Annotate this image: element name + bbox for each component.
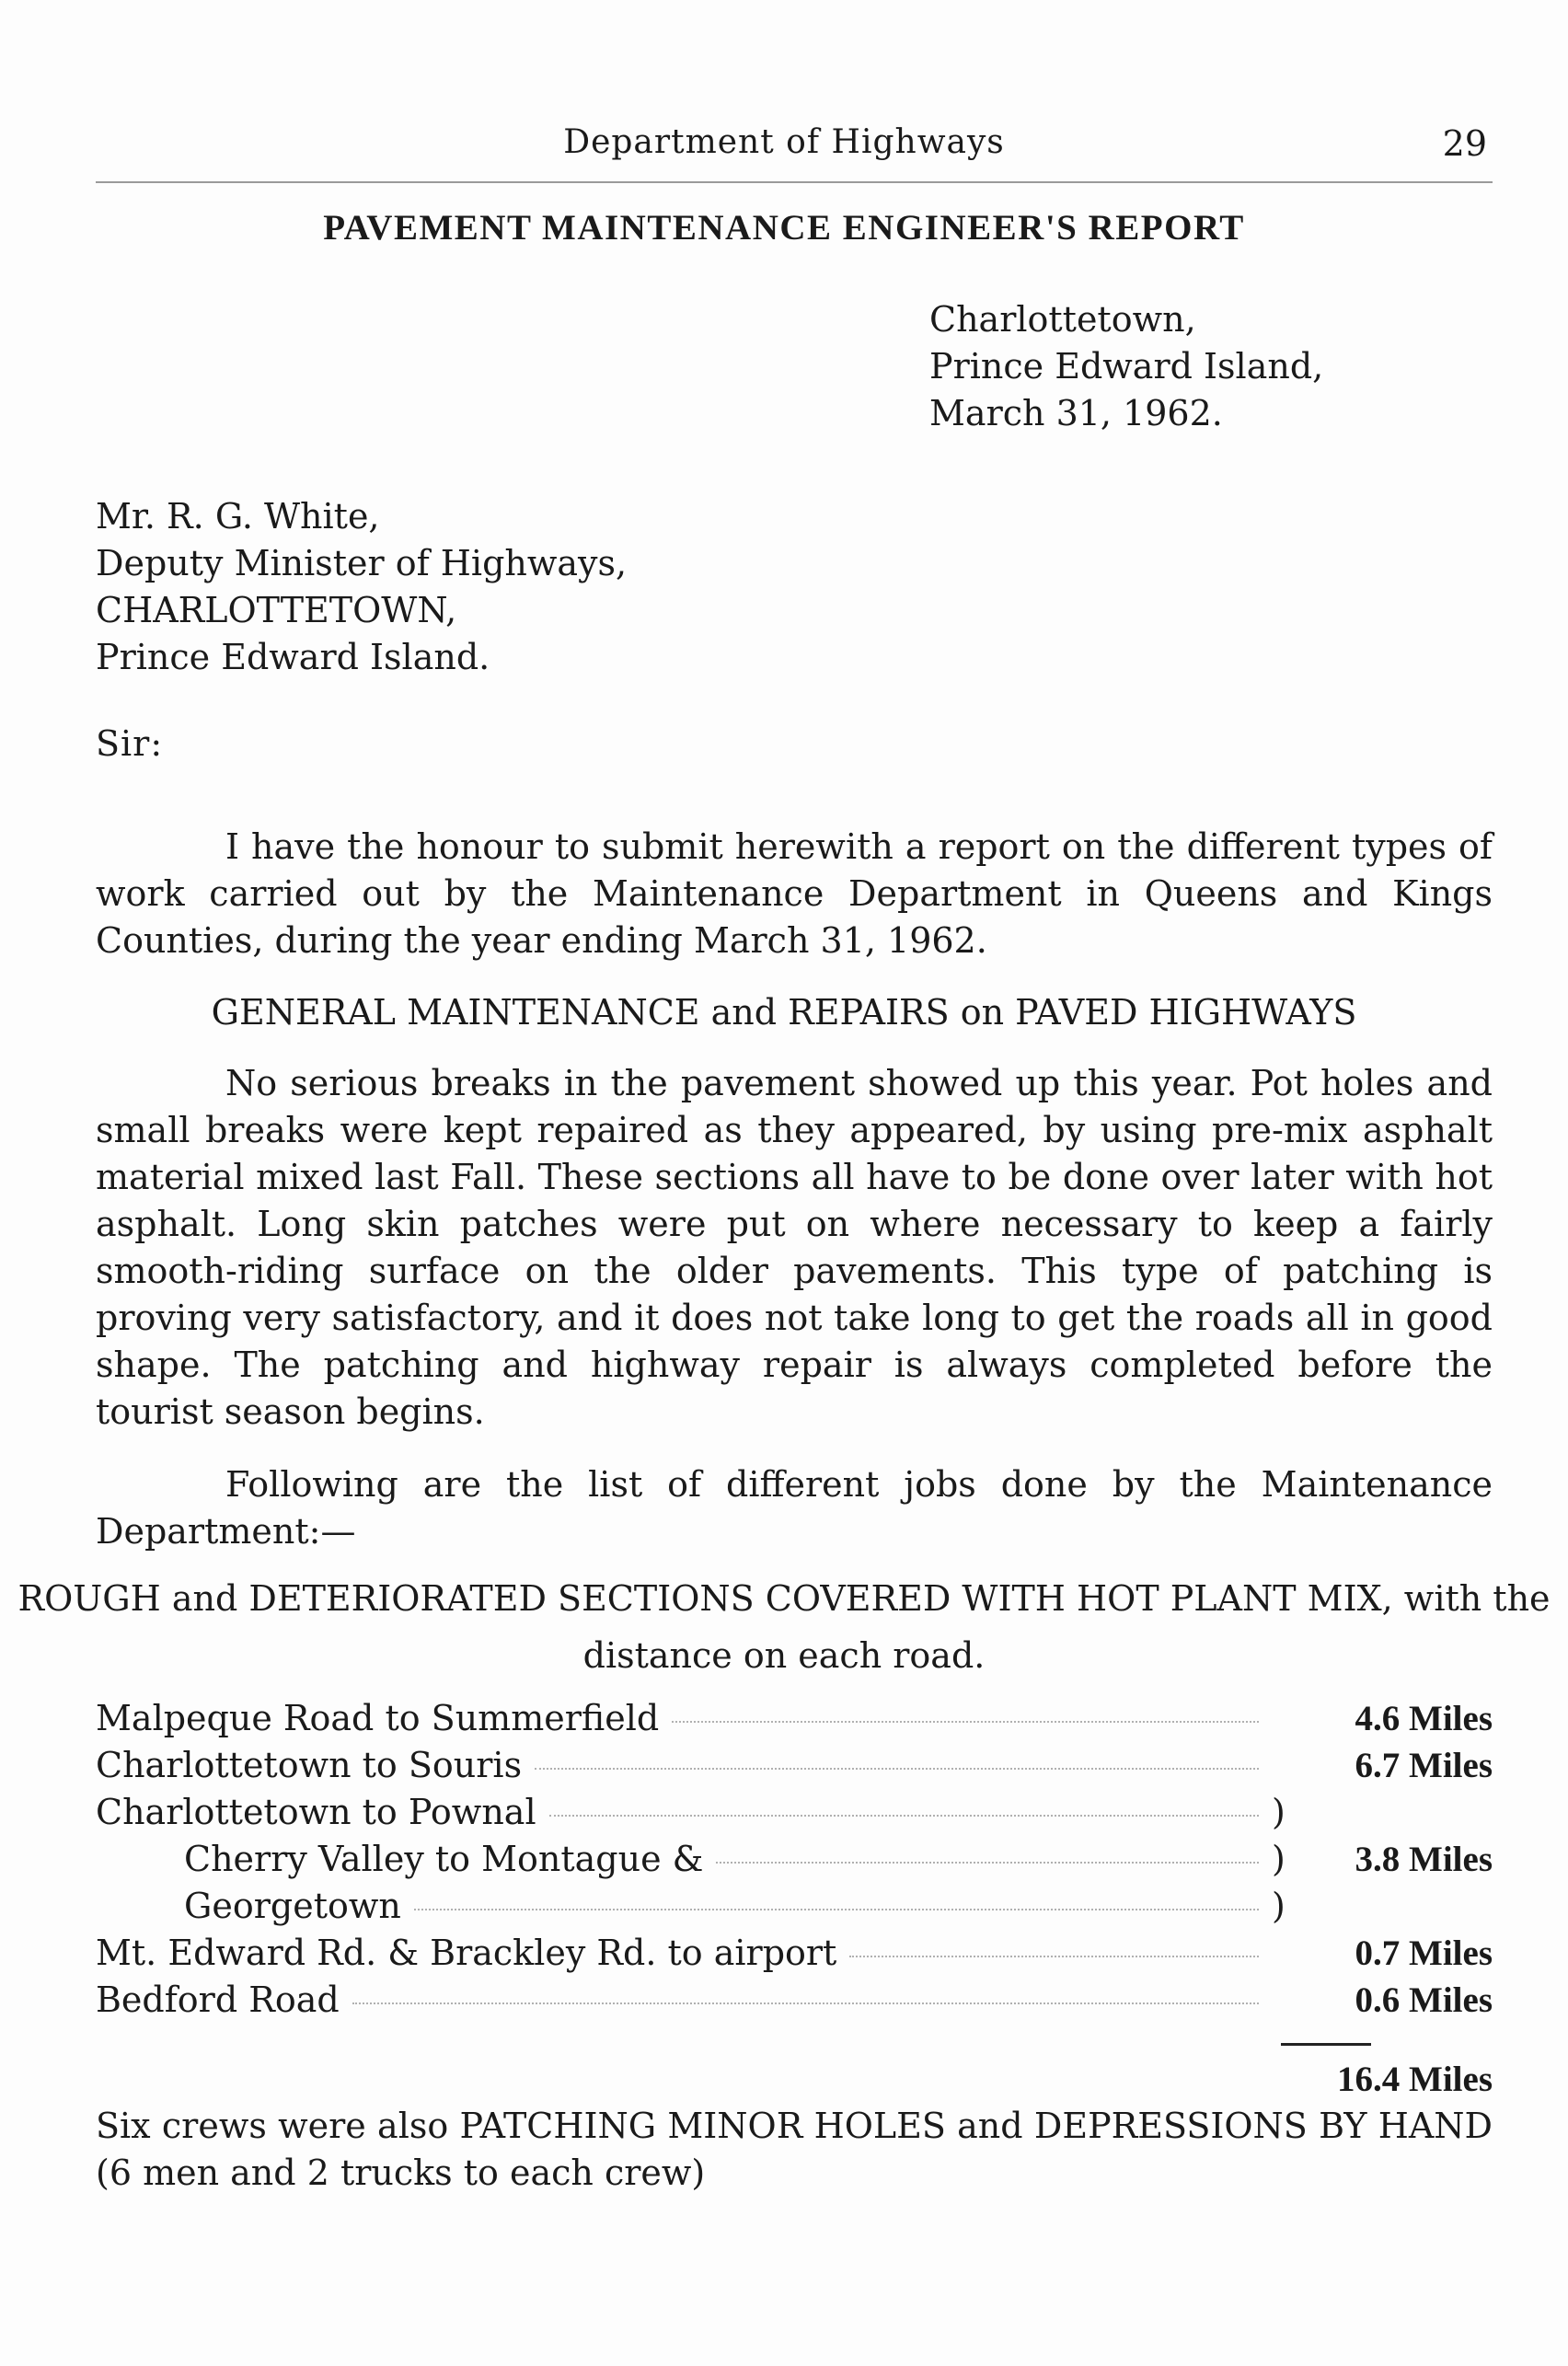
dot-leader xyxy=(716,1862,1259,1864)
sender-address xyxy=(929,296,1323,437)
road-bracket: ) xyxy=(1272,1839,1286,1879)
road-row xyxy=(96,1839,1493,1886)
road-distance: 3.8 Miles xyxy=(1355,1840,1493,1879)
salutation: Sir: xyxy=(96,723,164,764)
intro-paragraph-text: I have the honour to submit herewith a report on the different types of work carried out by the Maintenance Department in Queens and Kings Counties, during the year ending March 31, 1962. xyxy=(96,826,1493,961)
road-row xyxy=(96,1886,1493,1933)
closing-paragraph-text: Six crews were also PATCHING MINOR HOLES and DEPRESSIONS BY HAND (6 men and 2 trucks to each crew) xyxy=(96,2106,1493,2193)
dot-leader xyxy=(352,2002,1259,2004)
road-name: Georgetown xyxy=(184,1886,401,1926)
road-bracket: ) xyxy=(1272,1886,1286,1926)
sender-date: March 31, 1962. xyxy=(929,393,1223,433)
header-rule xyxy=(96,181,1493,183)
road-bracket: ) xyxy=(1272,1792,1286,1832)
closing-paragraph xyxy=(96,2103,1493,2197)
road-distance: 0.7 Miles xyxy=(1355,1933,1493,1973)
road-name: Charlottetown to Pownal xyxy=(96,1792,536,1832)
road-distance: 6.7 Miles xyxy=(1355,1746,1493,1785)
road-name: Malpeque Road to Summerfield xyxy=(96,1698,660,1738)
sender-line: Prince Edward Island, xyxy=(929,346,1324,387)
dot-leader xyxy=(535,1768,1259,1770)
road-distance: 4.6 Miles xyxy=(1355,1699,1493,1738)
recipient-line: Deputy Minister of Highways, xyxy=(96,543,628,583)
road-row xyxy=(96,1792,1493,1839)
maintenance-paragraph xyxy=(96,1060,1493,1436)
list-intro-text: Following are the list of different jobs done by the Maintenance Department:— xyxy=(96,1464,1493,1552)
report-title: PAVEMENT MAINTENANCE ENGINEER'S REPORT xyxy=(323,208,1245,248)
dot-leader xyxy=(672,1721,1259,1723)
recipient-line: Mr. R. G. White, xyxy=(96,496,380,537)
road-name: Bedford Road xyxy=(96,1979,340,2020)
list-intro-paragraph xyxy=(96,1461,1493,1555)
road-name: Cherry Valley to Montague & xyxy=(184,1839,704,1879)
dot-leader xyxy=(549,1815,1259,1817)
recipient-line: CHARLOTTETOWN, xyxy=(96,590,457,630)
road-name: Charlottetown to Souris xyxy=(96,1745,523,1785)
road-row xyxy=(96,1979,1493,2026)
road-row xyxy=(96,1745,1493,1792)
page-number: 29 xyxy=(1442,123,1487,164)
dot-leader xyxy=(849,1956,1259,1957)
section-heading: GENERAL MAINTENANCE and REPAIRS on PAVED HIGHWAYS xyxy=(211,992,1357,1033)
recipient-address xyxy=(96,493,627,681)
total-rule xyxy=(1281,2043,1371,2046)
intro-paragraph xyxy=(96,824,1493,964)
dot-leader xyxy=(414,1909,1259,1910)
road-name: Mt. Edward Rd. & Brackley Rd. to airport xyxy=(96,1933,837,1973)
road-list xyxy=(96,1698,1493,2026)
total-distance: 16.4 Miles xyxy=(1337,2060,1493,2099)
road-distance: 0.6 Miles xyxy=(1355,1980,1493,2020)
running-head: Department of Highways xyxy=(563,123,1005,161)
recipient-line: Prince Edward Island. xyxy=(96,637,490,677)
list-heading: ROUGH and DETERIORATED SECTIONS COVERED WITH HOT PLANT MIX, with the distance on each road. xyxy=(17,1578,1551,1676)
maintenance-paragraph-text: No serious breaks in the pavement showed up this year. Pot holes and small breaks were kept repaired as they appeared, by using pre-mix asphalt material mixed last Fall. These sections all have to be done over later with hot asphalt. Long skin patches were put on where necessary to keep a fairly smooth-riding surface on the older pavements. This type of patching is proving very satisfactory, and it does not take long to get the roads all in good shape. The patching and highway repair is always completed before the tourist season begins. xyxy=(96,1063,1493,1432)
road-row xyxy=(96,1933,1493,1979)
sender-line: Charlottetown, xyxy=(929,299,1196,340)
road-row xyxy=(96,1698,1493,1745)
